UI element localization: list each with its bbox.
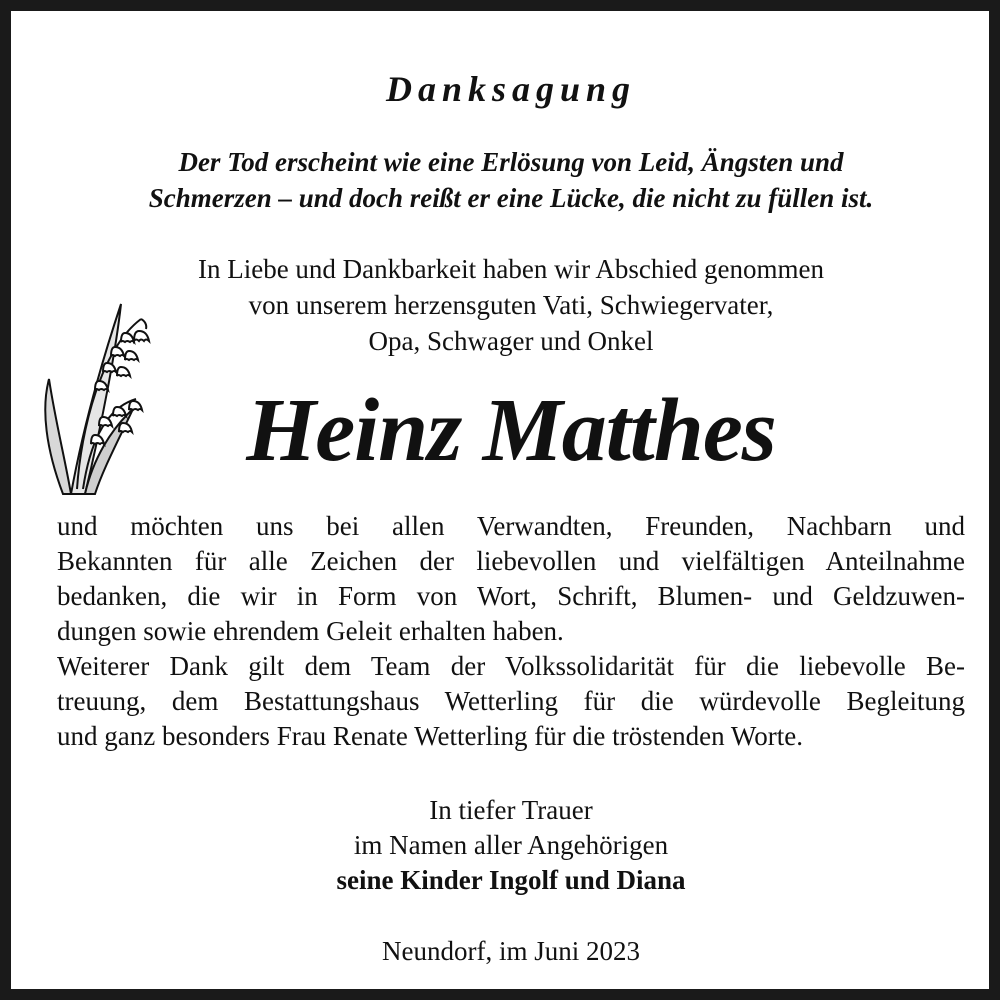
signatories: seine Kinder Ingolf und Diana [336, 865, 686, 895]
body-line-5: Weiterer Dank gilt dem Team der Volkssolidarität für die liebevolle Be- [57, 651, 965, 681]
quote [31, 144, 991, 216]
body-line-6: treuung, dem Bestattungshaus Wetterling für die würdevolle Begleitung [57, 686, 965, 716]
body-line-2: Bekannten für alle Zeichen der liebevollen und vielfältigen Anteilnahme [57, 546, 965, 576]
intro-line-1: In Liebe und Dankbarkeit haben wir Abschied genommen [197, 254, 825, 284]
place-date: Neundorf, im Juni 2023 [382, 936, 640, 966]
body-line-4: dungen sowie ehrendem Geleit erhalten haben. [57, 616, 564, 646]
closing-block [31, 793, 991, 898]
closing-line-1: In tiefer Trauer [429, 795, 593, 825]
notice-heading: Danksagung [385, 69, 637, 109]
body-text [57, 509, 965, 754]
quote-line-2: Schmerzen – und doch reißt er eine Lücke, die nicht zu füllen ist. [148, 183, 874, 213]
quote-line-1: Der Tod erscheint wie eine Erlösung von Leid, Ängsten und [178, 147, 844, 177]
intro-line-2: von unserem herzensguten Vati, Schwiegervater, [248, 290, 774, 320]
intro-line-3: Opa, Schwager und Onkel [368, 326, 654, 356]
closing-line-2: im Namen aller Angehörigen [353, 830, 669, 860]
intro-text [31, 251, 991, 359]
body-line-3: bedanken, die wir in Form von Wort, Schrift, Blumen- und Geldzuwen- [57, 581, 965, 611]
body-line-7: und ganz besonders Frau Renate Wetterling für die tröstenden Worte. [57, 721, 803, 751]
deceased-name: Heinz Matthes [246, 381, 776, 480]
body-line-1: und möchten uns bei allen Verwandten, Freunden, Nachbarn und [57, 511, 965, 541]
